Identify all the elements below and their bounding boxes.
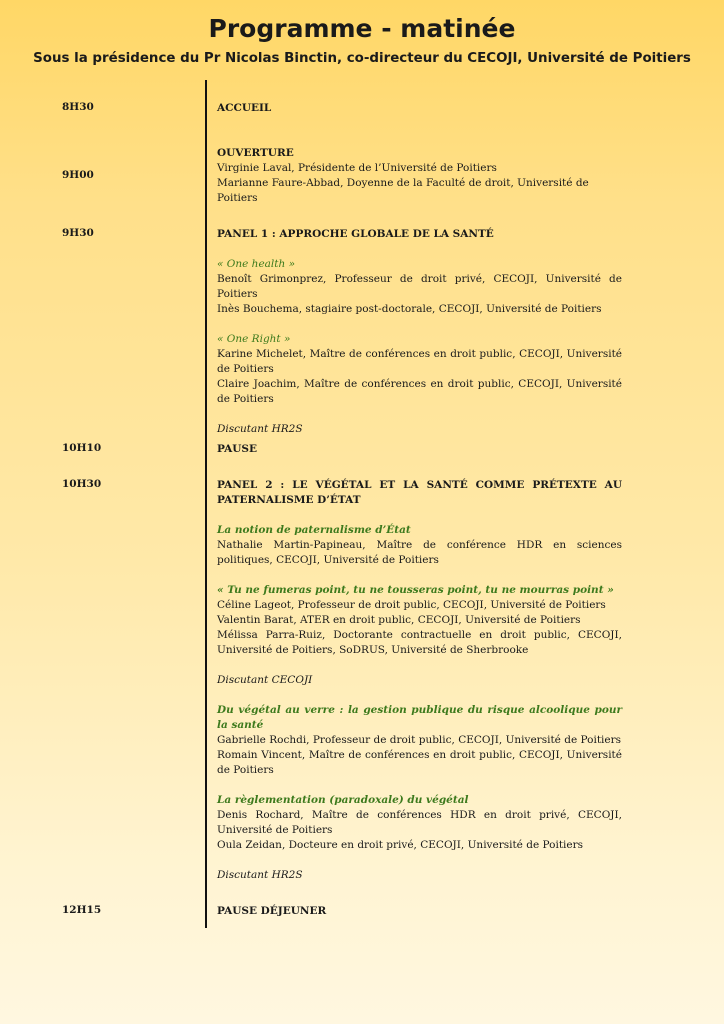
speaker-line: Céline Lageot, Professeur de droit public, CECOJI, Université de Poitiers [217, 599, 606, 611]
speaker-line: Benoît Grimonprez, Professeur de droit privé, CECOJI, Université de Poitiers [217, 273, 622, 300]
speaker-line: Romain Vincent, Maître de conférences en droit public, CECOJI, Université de Poitiers [217, 749, 622, 776]
panel2-block [217, 478, 622, 883]
session-title: La règlementation (paradoxale) du végétal [217, 794, 469, 806]
session-title: La notion de paternalisme d’État [217, 524, 411, 536]
session-title: Du végétal au verre : la gestion publique du risque alcoolique pour la santé [217, 704, 622, 731]
discutant: Discutant HR2S [217, 869, 303, 881]
accueil-heading: ACCUEIL [217, 102, 272, 114]
lunch-heading: PAUSE DÉJEUNER [217, 905, 327, 917]
panel1-heading: PANEL 1 : APPROCHE GLOBALE DE LA SANTÉ [217, 228, 494, 240]
speaker-line: Nathalie Martin-Papineau, Maître de conférence HDR en sciences politiques, CECOJI, Université de Poitiers [217, 539, 622, 566]
time-8h30: 8H30 [62, 101, 94, 113]
session-title: « Tu ne fumeras point, tu ne tousseras point, tu ne mourras point » [217, 584, 614, 596]
pause-block [217, 442, 622, 457]
speaker-line: Marianne Faure-Abbad, Doyenne de la Faculté de droit, Université de Poitiers [217, 177, 589, 204]
session-title: « One Right » [217, 333, 291, 345]
speaker-line: Claire Joachim, Maître de conférences en droit public, CECOJI, Université de Poitiers [217, 378, 622, 405]
time-9h30: 9H30 [62, 227, 94, 239]
time-10h10: 10H10 [62, 442, 102, 454]
accueil-block [217, 101, 622, 116]
page-subtitle: Sous la présidence du Pr Nicolas Binctin, co-directeur du CECOJI, Université de Poitiers [33, 51, 691, 66]
discutant: Discutant HR2S [217, 423, 303, 435]
speaker-line: Karine Michelet, Maître de conférences en droit public, CECOJI, Université de Poitiers [217, 348, 622, 375]
speaker-line: Oula Zeidan, Docteure en droit privé, CECOJI, Université de Poitiers [217, 839, 584, 851]
speaker-line: Virginie Laval, Présidente de l’Université de Poitiers [217, 162, 497, 174]
panel1-block [217, 227, 622, 437]
ouverture-heading: OUVERTURE [217, 147, 294, 159]
speaker-line: Mélissa Parra-Ruiz, Doctorante contractuelle en droit public, CECOJI, Université de Poitiers, SoDRUS, Université de Sherbrooke [217, 629, 622, 656]
timeline-divider [205, 80, 207, 928]
pause-heading: PAUSE [217, 443, 258, 455]
session-title: « One health » [217, 258, 296, 270]
speaker-line: Denis Rochard, Maître de conférences HDR en droit privé, CECOJI, Université de Poitiers [217, 809, 622, 836]
time-10h30: 10H30 [62, 478, 102, 490]
time-9h00: 9H00 [62, 169, 94, 181]
panel2-heading: PANEL 2 : LE VÉGÉTAL ET LA SANTÉ COMME PRÉTEXTE AU PATERNALISME D’ÉTAT [217, 479, 622, 506]
speaker-line: Gabrielle Rochdi, Professeur de droit public, CECOJI, Université de Poitiers [217, 734, 622, 746]
speaker-line: Valentin Barat, ATER en droit public, CECOJI, Université de Poitiers [217, 614, 581, 626]
speaker-line: Inès Bouchema, stagiaire post-doctorale, CECOJI, Université de Poitiers [217, 303, 602, 315]
discutant: Discutant CECOJI [217, 674, 313, 686]
lunch-block [217, 904, 622, 919]
ouverture-block [217, 146, 622, 206]
page-title: Programme - matinée [208, 14, 516, 43]
time-12h15: 12H15 [62, 904, 102, 916]
